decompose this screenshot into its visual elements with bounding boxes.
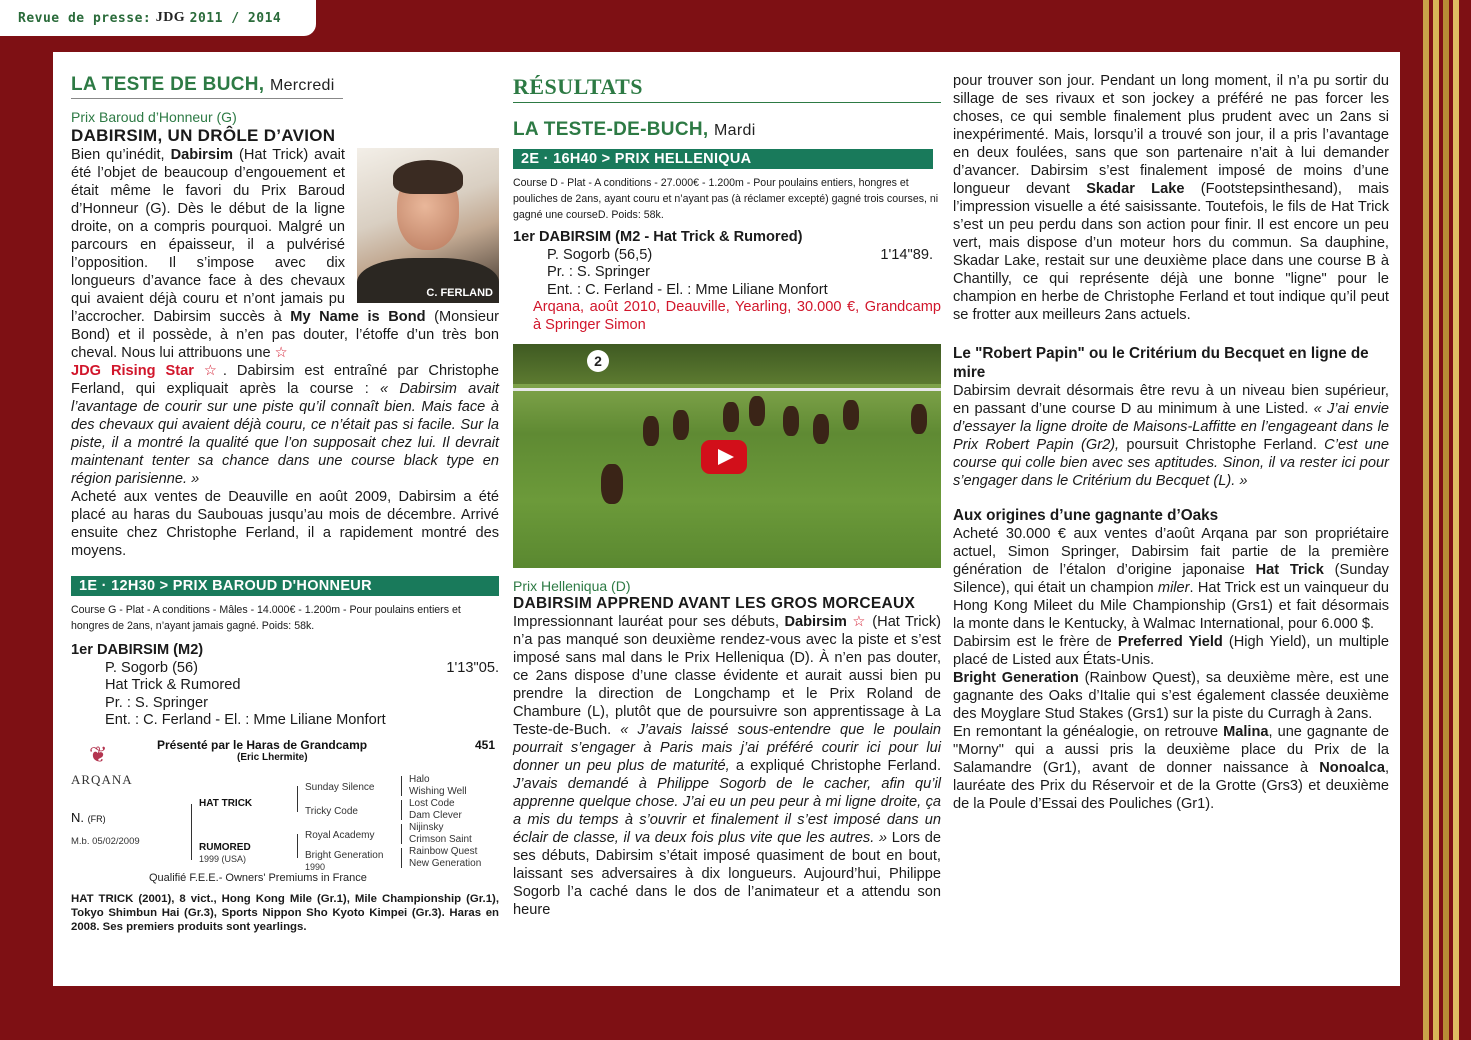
star-icon: ☆ (203, 363, 223, 379)
prix-name: Prix Baroud d’Honneur (G) (71, 109, 237, 125)
pedigree-box: ❦ ARQANA Présenté par le Haras de Grandcamp (Eric Lhermite) 451 N. (FR) M.b. 05/02/2009 HAT TRICK RUMORED 1999 (USA) Sunday Silence Tricky Code Royal Academy Bright Generation 1990 Halo Wishing Well Lost Code Dam Clever Nijinsky Crimson Saint Rainbow Quest New Generation Qualifié F.E.E.- Owners' Premiums in France (71, 737, 496, 884)
race-conditions: Course G - Plat - A conditions - Mâles - 14.000€ - 1.200m - Pour poulains entiers et hongres de 2ans, n’ayant jamais gagné. Poids: 58k. (71, 604, 461, 632)
star-icon: ☆ (274, 345, 288, 361)
subheading: Le "Robert Papin" ou le Critérium du Becquet en ligne de mire (953, 345, 1369, 381)
article-paragraph: Bien qu’inédit, Dabirsim (Hat Trick) avait été l’objet de beaucoup d’engouement et était même le favori du Prix Baroud d’Honneur (G). Dès le début de la ligne droite, on a compris pourquoi. Malgré un parcours en épaisseur, il a pulvérisé l’opposition. Il s’impose avec dix longueurs d’avance face à des chevaux qui avaient déjà couru et n’ont jamais pu l’accrocher. Dabirsim succès à My Name is Bond (Monsieur Bond) et il possède, à n’en pas douter, l’étoffe d’un très bon cheval. Nous lui attribuons une ☆ JDG Rising Star ☆. Dabirsim est entraîné par Christophe Ferland, qui expliquait après la course : « Dabirsim avait l’avantage de courir sur une piste qu’il connaît bien. Mais face à des chevaux qui avaient déjà couru, ce n’était pas si facile. Sur la piste, il a montré la qualité que l’on supposait chez lui. Il devrait maintenant tenter sa chance dans une course black type en région parisienne. » (71, 147, 500, 487)
header-tab (0, 0, 316, 36)
arqana-logo-icon: ❦ (89, 741, 108, 767)
subheading: Aux origines d’une gagnante d’Oaks (953, 507, 1219, 524)
race-result: 1er DABIRSIM (M2 - Hat Trick & Rumored) P. Sogorb (56,5) 1'14"89. Pr. : S. Springer Ent. : C. Ferland - El. : Mme Liliane Monfort Arqana, août 2010, Deauville, Yearling, 30.000 €, Grandcamp à Springer Simon (513, 229, 941, 333)
race-result: 1er DABIRSIM (M2) P. Sogorb (56) 1'13"05. Hat Trick & Rumored Pr. : S. Springer Ent. : C. Ferland - El. : Mme Liliane Monfort (71, 642, 499, 728)
star-icon: ☆ (852, 614, 867, 630)
tab-prefix: Revue de presse: (18, 10, 152, 26)
race-conditions: Course D - Plat - A conditions - 27.000€ - 1.200m - Pour poulains entiers, hongres et pouliches de 2ans, ayant couru et n’ayant pas (à réclamer excepté) gagné trois courses, ni gagné une courseD. Poids: 58k. (513, 177, 939, 221)
race-video[interactable] (513, 344, 941, 568)
article-headline: DABIRSIM APPREND AVANT LES GROS MORCEAUX (513, 595, 916, 612)
article-paragraph: pour trouver son jour. Pendant un long moment, il n’a pu sortir du sillage de ses rivaux et son jockey a préféré ne pas forcer les choses, ce qui semble finalement plus prudent avec un 2ans si inexpérimenté. Mais, lorsqu’il a trouvé son jour, il a pris l’avantage en deux foulées, sans que son partenaire n’ait à lui demander d’avancer. Dabirsim s’est finalement imposé de moins d’une longueur devant Skadar Lake (Footstepsinthesand), mais l’impression visuelle a été saisissante. Toutefois, le fils de Hat Trick s’est un peu perdu dans son action pour finir. Il est encore un peu vert, mais dispose d’un moteur hors du commun. Sa dauphine, Skadar Lake, restait sur une deuxième place dans une course B à Chantilly, ce qui représente déjà une bonne "ligne" pour le champion en herbe de Christophe Ferland et tout indique qu’il peut se frotter aux meilleurs 2ans actuels. (953, 73, 1389, 323)
article-paragraph: En remontant la généalogie, on retrouve Malina, une gagnante de "Morny" qui a aussi pris la deuxième place du Prix de la Salamandre (Gr1), avant de donner naissance à Nonoalca, lauréate des Prix du Réservoir et de la Grotte (Grs3) et deuxième de la Poule d’Essai des Pouliches (Gr1). (953, 724, 1390, 812)
tab-years: 2011 / 2014 (189, 10, 282, 26)
column-left (71, 52, 499, 934)
play-button[interactable] (701, 440, 747, 474)
race-bar: 1E · 12H30 > PRIX BAROUD D'HONNEUR (71, 576, 499, 596)
side-stripes (1423, 0, 1471, 1040)
place-heading: LA TESTE DE BUCH, Mercredi (71, 74, 343, 99)
article-paragraph: Impressionnant lauréat pour ses débuts, Dabirsim ☆ (Hat Trick) n’a pas manqué son deuxième rendez-vous avec la piste et s’est imposé sans mal dans le Prix Helleniqua (D). À n’en pas douter, ce 2ans dispose d’une classe évidente et aurait aussi bien pu prendre la direction de Longchamp et le Prix Roland de Chambure (L), plutôt que de poursuivre son apprentissage à La Teste-de-Buch. « J’avais laissé sous-entendre que le poulain pourrait s’engager à Paris mais j’ai préféré courir ici pour lui donner un peu plus de maturité, a expliqué Christophe Ferland. J’avais demandé à Philippe Sogorb de le cacher, afin qu’il apprenne quelque chose. J’ai eu un peu peur à mi ligne droite, ça a mis du temps à s’ouvrir et finalement il s’est imposé dans un éclair de classe, il va deux fois plus vite que les autres. » Lors de ses débuts, Dabirsim s’était imposé quasiment de bout en bout, laissant ses adversaires à dix longueurs. Aujourd’hui, Philippe Sogorb l’a caché dans le dos de l’animateur et a attendu son heure (513, 614, 942, 918)
prix-name: Prix Helleniqua (D) (513, 578, 631, 594)
article-paragraph: Acheté 30.000 € aux ventes d’août Arqana par son propriétaire actuel, Simon Springer, Dabirsim fait partie de la première génération de l’étalon d’origine japonaise Hat Trick (Sunday Silence), qui était un champion miler. Hat Trick est un vainqueur du Hong Kong Mileet du Mile Championship (Grs1) et fait désormais la monte dans le Kentucky, à Walmac International, pour 6.000 $. (953, 526, 1389, 632)
rising-star-label: JDG Rising Star (71, 363, 194, 379)
article-paragraph: Acheté aux ventes de Deauville en août 2009, Dabirsim a été placé au haras du Saubouas jusqu’au mois de décembre. Arrivé ensuite chez Christophe Ferland, il a rapidement montré des moyens. (71, 489, 499, 559)
article-paragraph: Dabirsim est le frère de Preferred Yield (High Yield), un multiple placé de Listed aux États-Unis. (953, 634, 1389, 668)
article-paragraph: Bright Generation (Rainbow Quest), sa deuxième mère, est une gagnante des Oaks d’Italie qui s’est également classée deuxième des Moyglare Stud Stakes (Grs1) sur la piste du Curragh à 2ans. (953, 670, 1389, 722)
jdg-logo: JDG (155, 10, 186, 25)
article-paragraph: Dabirsim devrait désormais être revu à un niveau bien supérieur, en passant d’une course D au minimum à une Listed. « J’ai envie d’essayer la ligne droite de Maisons-Laffitte en l’engageant dans le Prix Robert Papin (Gr2), poursuit Christophe Ferland. C’est une course qui colle bien avec ses aptitudes. Sinon, il va rester ici pour s’engager dans le Critérium du Becquet (L). » (953, 383, 1390, 489)
column-right (953, 52, 1389, 813)
sire-footnote: HAT TRICK (2001), 8 vict., Hong Kong Mile (Gr.1), Mile Championship (Gr.1), Tokyo Shimbun Hai (Gr.3), Sports Nippon Sho Kyoto Kimpei (Gr.3). Haras en 2008. Ses premiers produits sont yearlings. (71, 892, 499, 933)
section-title: RÉSULTATS (513, 74, 941, 103)
article-page (53, 52, 1400, 986)
photo-caption: C. FERLAND (426, 287, 493, 299)
column-middle (513, 52, 941, 919)
saddle-number: 2 (587, 350, 609, 372)
article-headline: DABIRSIM, UN DRÔLE D’AVION (71, 126, 336, 145)
place-heading: LA TESTE-DE-BUCH, Mardi (513, 119, 756, 140)
race-bar: 2E · 16H40 > PRIX HELLENIQUA (513, 149, 933, 169)
trainer-photo (357, 148, 499, 303)
